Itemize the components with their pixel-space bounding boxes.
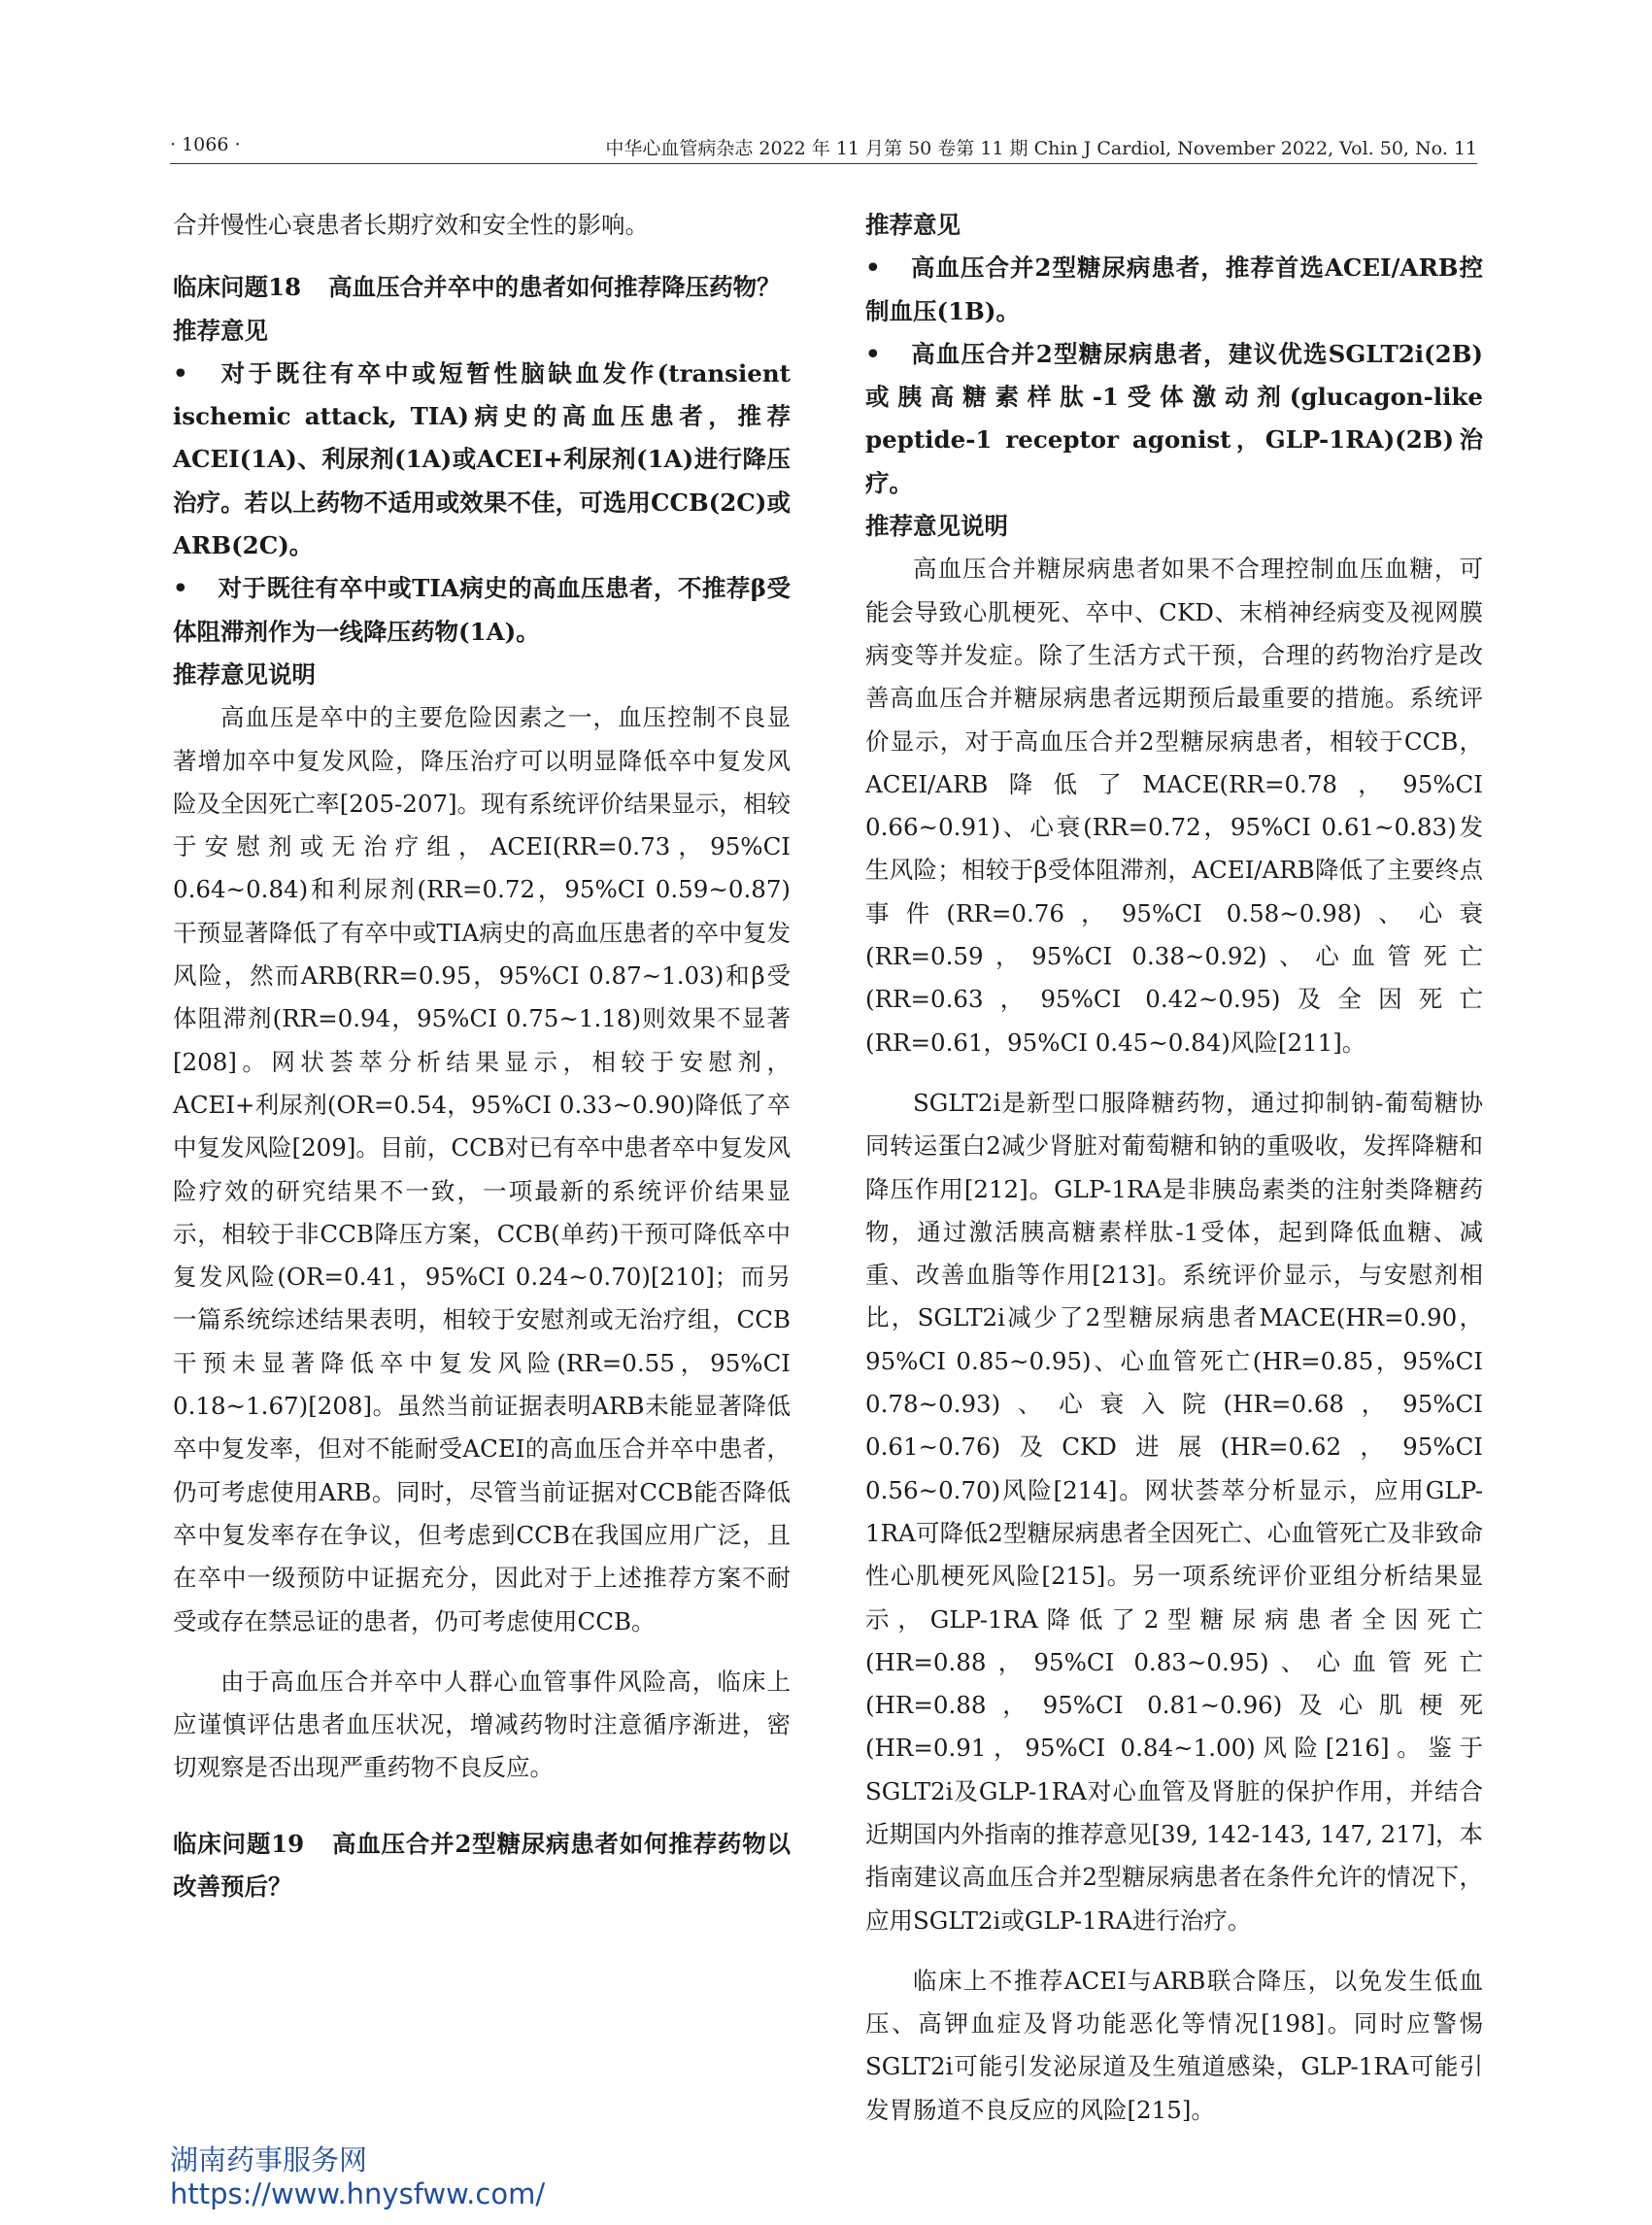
explanation-heading: 推荐意见说明 [173,659,316,689]
recommendation-heading: 推荐意见 [173,316,268,345]
body-paragraph: SGLT2i是新型口服降糖药物，通过抑制钠-葡萄糖协同转运蛋白2减少肾脏对葡萄糖和钠的重吸收，发挥降糖和降压作用[212]。GLP-1RA是非胰岛素类的注射类降糖药物，通过激活胰高糖素样肽-1受体，起到降低血糖、减重、改善血脂等作用[213]。系统评价显示，与安慰剂相比，SGLT2i减少了2型糖尿病患者MACE(HR=0.90，95%CI 0.85~0.95)、心血管死亡(HR=0.85，95%CI 0.78~0.93)、心衰入院(HR=0.68，95%CI 0.61~0.76)及CKD进展(HR=0.62，95%CI 0.56~0.70)风险[214]。网状荟萃分析显示，应用GLP-1RA可降低2型糖尿病患者全因死亡、心血管死亡及非致命性心肌梗死风险[215]。另一项系统评价亚组分析结果显示，GLP-1RA降低了2型糖尿病患者全因死亡(HR=0.88，95%CI 0.83~0.95)、心血管死亡(HR=0.88，95%CI 0.81~0.96)及心肌梗死(HR=0.91，95%CI 0.84~1.00)风险[216]。鉴于SGLT2i及GLP-1RA对心血管及肾脏的保护作用，并结合近期国内外指南的推荐意见[39, 142-143, 147, 217]，本指南建议高血压合并2型糖尿病患者在条件允许的情况下，应用SGLT2i或GLP-1RA进行治疗。 [865,1088,1483,1935]
bullet-icon: • [173,358,188,388]
body-paragraph: 高血压合并糖尿病患者如果不合理控制血压血糖，可能会导致心肌梗死、卒中、CKD、末梢神经病变及视网膜病变等并发症。除了生活方式干预，合理的药物治疗是改善高血压合并糖尿病患者远期预后最重要的措施。系统评价显示，对于高血压合并2型糖尿病患者，相较于CCB，ACEI/ARB降低了MACE(RR=0.78，95%CI 0.66~0.91)、心衰(RR=0.72，95%CI 0.61~0.83)发生风险；相较于β受体阻滞剂，ACEI/ARB降低了主要终点事件(RR=0.76，95%CI 0.58~0.98)、心衰(RR=0.59，95%CI 0.38~0.92)、心血管死亡(RR=0.63，95%CI 0.42~0.95)及全因死亡(RR=0.61，95%CI 0.45~0.84)风险[211]。 [865,555,1483,1057]
clinical-question-19 [173,1823,791,1909]
journal-citation: 中华心血管病杂志 2022 年 11 月第 50 卷第 11 期 Chin J Cardiol, November 2022, Vol. 50, No. 11 [605,138,1477,159]
recommendation-item: • 对于既往有卒中或短暂性脑缺血发作(transient ischemic attack, TIA)病史的高血压患者，推荐ACEI(1A)、利尿剂(1A)或ACEI+利尿剂(1A)进行降压治疗。若以上药物不适用或效果不佳，可选用CCB(2C)或ARB(2C)。 [173,353,791,567]
body-paragraph: 高血压是卒中的主要危险因素之一，血压控制不良显著增加卒中复发风险，降压治疗可以明显降低卒中复发风险及全因死亡率[205-207]。现有系统评价结果显示，相较于安慰剂或无治疗组，ACEI(RR=0.73，95%CI 0.64~0.84)和利尿剂(RR=0.72，95%CI 0.59~0.87)干预显著降低了有卒中或TIA病史的高血压患者的卒中复发风险，然而ARB(RR=0.95，95%CI 0.87~1.03)和β受体阻滞剂(RR=0.94，95%CI 0.75~1.18)则效果不显著[208]。网状荟萃分析结果显示，相较于安慰剂，ACEI+利尿剂(OR=0.54，95%CI 0.33~0.90)降低了卒中复发风险[209]。目前，CCB对已有卒中患者卒中复发风险疗效的研究结果不一致，一项最新的系统评价结果显示，相较于非CCB降压方案，CCB(单药)干预可降低卒中复发风险(OR=0.41，95%CI 0.24~0.70)[210]；而另一篇系统综述结果表明，相较于安慰剂或无治疗组，CCB干预未显著降低卒中复发风险(RR=0.55，95%CI 0.18~1.67)[208]。虽然当前证据表明ARB未能显著降低卒中复发率，但对不能耐受ACEI的高血压合并卒中患者，仍可考虑使用ARB。同时，尽管当前证据对CCB能否降低卒中复发率存在争议，但考虑到CCB在我国应用广泛，且在卒中一级预防中证据充分，因此对于上述推荐方案不耐受或存在禁忌证的患者，仍可考虑使用CCB。 [173,703,791,1635]
page-number: · 1066 · [170,134,241,155]
site-url-link[interactable]: https://www.hnysfww.com/ [170,2177,546,2210]
body-paragraph: 由于高血压合并卒中人群心血管事件风险高，临床上应谨慎评估患者血压状况，增减药物时注意循序渐进，密切观察是否出现严重药物不良反应。 [173,1667,791,1782]
bullet-icon: • [865,339,881,368]
explanation-heading: 推荐意见说明 [865,512,1008,541]
recommendation-item: • 高血压合并2型糖尿病患者，建议优选SGLT2i(2B)或胰高糖素样肽-1受体激动剂(glucagon-like peptide-1 receptor agonist，GLP-1RA)(2B)治疗。 [865,333,1483,505]
right-column [865,204,1483,2132]
clinical-question-18 [173,266,791,309]
running-header [170,132,1477,164]
watermark-footer [170,2143,545,2211]
question-number: 临床问题18 [173,273,302,302]
continuation-text: 合并慢性心衰患者长期疗效和安全性的影响。 [173,211,649,239]
left-column [173,204,791,1908]
body-paragraph: 临床上不推荐ACEI与ARB联合降压，以免发生低血压、高钾血症及肾功能恶化等情况[198]。同时应警惕SGLT2i可能引发泌尿道及生殖道感染，GLP-1RA可能引发胃肠道不良反应的风险[215]。 [865,1966,1483,2124]
recommendation-item: • 对于既往有卒中或TIA病史的高血压患者，不推荐β受体阻滞剂作为一线降压药物(1A)。 [173,567,791,654]
question-text: 高血压合并2型糖尿病患者如何推荐药物以改善预后？ [173,1829,791,1901]
recommendation-heading: 推荐意见 [865,211,961,239]
question-number: 临床问题19 [173,1829,305,1858]
site-name: 湖南药事服务网 [170,2143,368,2176]
question-text: 高血压合并卒中的患者如何推荐降压药物？ [328,273,781,302]
bullet-icon: • [173,574,188,603]
bullet-icon: • [865,253,881,283]
recommendation-item: • 高血压合并2型糖尿病患者，推荐首选ACEI/ARB控制血压(1B)。 [865,247,1483,333]
